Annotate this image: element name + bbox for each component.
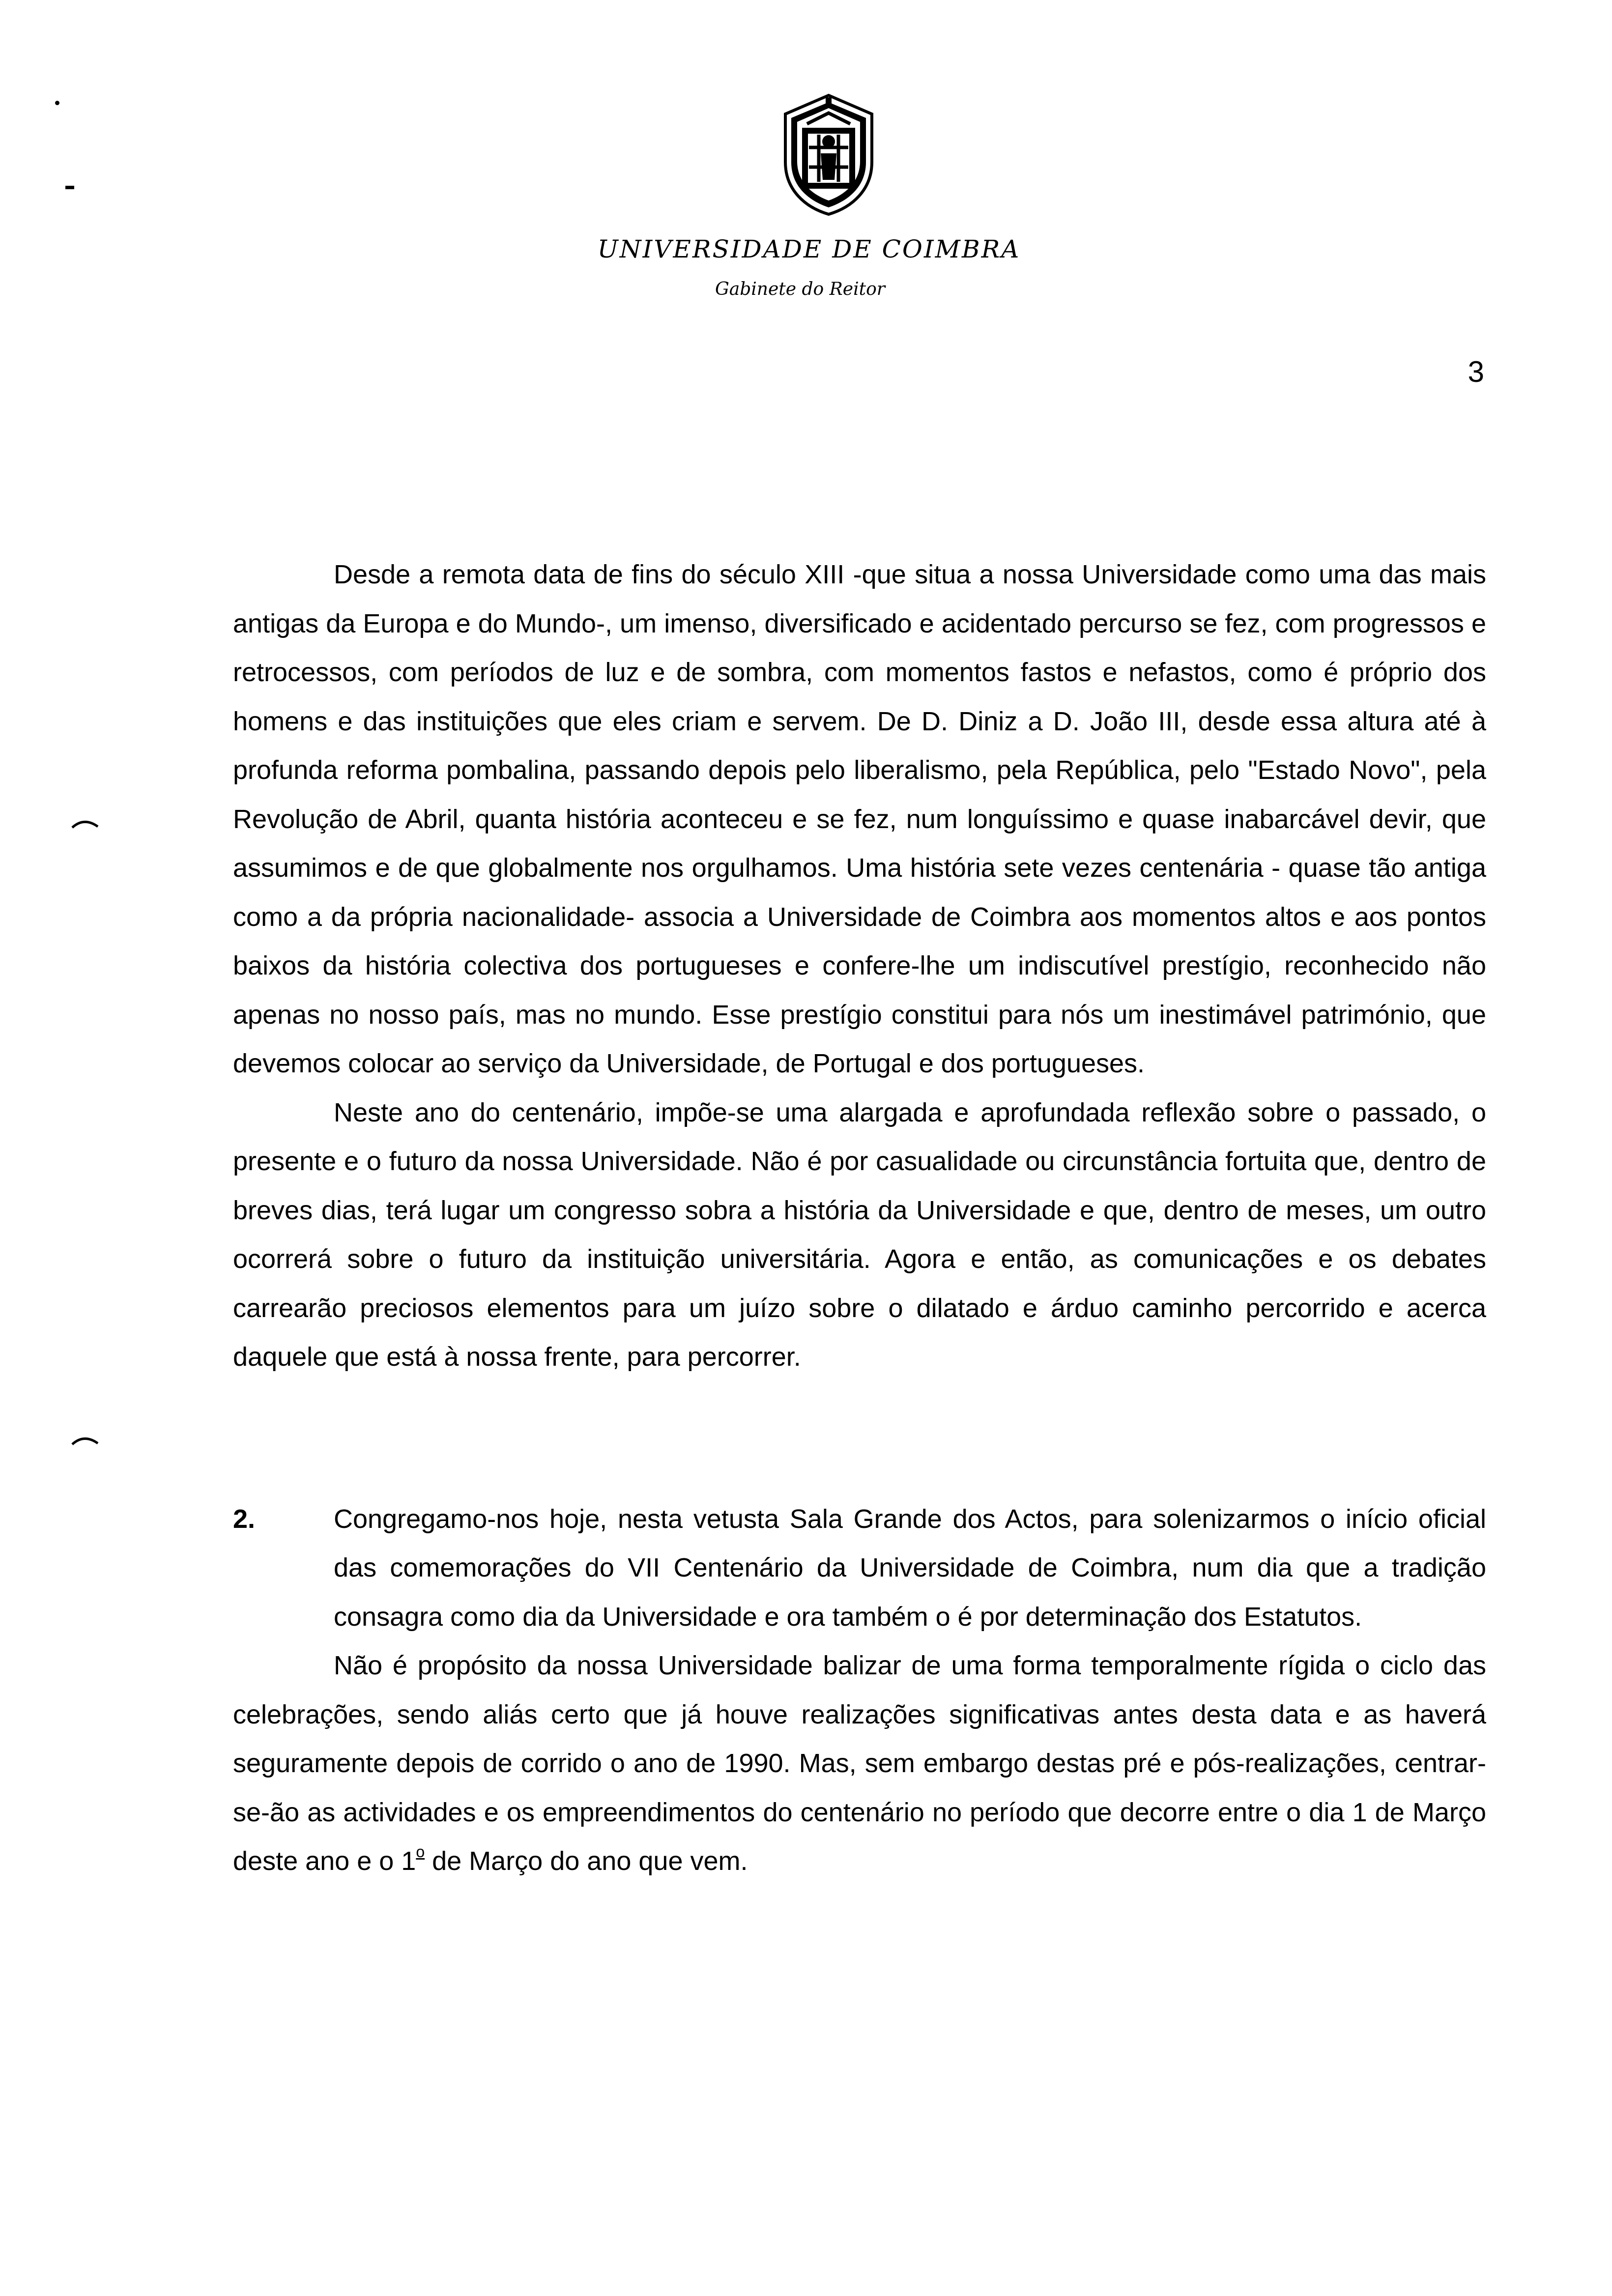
institution-name: UNIVERSIDADE DE COIMBRA bbox=[597, 235, 1021, 263]
paragraph: Neste ano do centenário, impõe-se uma alargada e aprofundada reflexão sobre o passado, o presente e o futuro da nossa Universidade. Não é por casualidade ou circunstância fortuita que, dentro de breves dias, terá lugar um congresso sobra a história da Universidade e que, dentro de meses, um outro ocorrerá sobre o futuro da instituição universitária. Agora e então, as comunicações e os debates carrearão preciosos elementos para um juízo sobre o dilatado e árduo caminho percorrido e acerca daquele que está à nossa frente, para percorrer. bbox=[233, 1097, 1486, 1372]
ordinal-superscript: o bbox=[416, 1843, 425, 1861]
scan-dash-mark bbox=[65, 186, 74, 189]
paragraph-number: 2. bbox=[233, 1504, 256, 1534]
letter-body bbox=[233, 550, 1486, 1886]
scan-speck-mark bbox=[55, 101, 59, 105]
paragraph-text: Congregamo-nos hoje, nesta vetusta Sala Grande dos Actos, para solenizarmos o início oficial das comemorações do VII Centenário da Universidade de Coimbra, num dia que a tradição consagra como dia da Universidade e ora também o é por determinação dos Estatutos. bbox=[334, 1504, 1486, 1632]
paragraph: Desde a remota data de fins do século XIII -que situa a nossa Universidade como uma das mais antigas da Europa e do Mundo-, um imenso, diversificado e acidentado percurso se fez, com progressos e retrocessos, com períodos de luz e de sombra, com momentos fastos e nefastos, como é próprio dos homens e das instituições que eles criam e servem. De D. Diniz a D. João III, desde essa altura até à profunda reforma pombalina, passando depois pelo liberalismo, pela República, pelo "Estado Novo", pela Revolução de Abril, quanta história aconteceu e se fez, num longuíssimo e quase inabarcável devir, que assumimos e de que globalmente nos orgulhamos. Uma história sete vezes centenária - quase tão antiga como a da própria nacionalidade- associa a Universidade de Coimbra aos momentos altos e aos pontos baixos da história colectiva dos portugueses e confere-lhe um indiscutível prestígio, reconhecido não apenas no nosso país, mas no mundo. Esse prestígio constitui para nós um inestimável património, que devemos colocar ao serviço da Universidade, de Portugal e dos portugueses. bbox=[233, 560, 1486, 1078]
office-name: Gabinete do Reitor bbox=[715, 279, 885, 299]
paragraph-text: Não é propósito da nossa Universidade balizar de uma forma temporalmente rígida o ciclo das celebrações, sendo aliás certo que já houve realizações significativas antes desta data e as haverá seguramente depois de corrido o ano de 1990. Mas, sem embargo destas pré e pós-realizações, centrar-se-ão as actividades e os empreendimentos do centenário no período que decorre entre o dia 1 de Março deste ano e o 1 bbox=[233, 1651, 1486, 1876]
university-seal-icon bbox=[779, 93, 878, 216]
numbered-paragraph bbox=[233, 1495, 1486, 1642]
paragraph bbox=[233, 1641, 1486, 1886]
margin-arc-mark bbox=[71, 1433, 99, 1446]
page-number: 3 bbox=[1468, 355, 1484, 388]
paragraph-text: de Março do ano que vem. bbox=[425, 1846, 748, 1876]
margin-arc-mark bbox=[71, 816, 99, 830]
